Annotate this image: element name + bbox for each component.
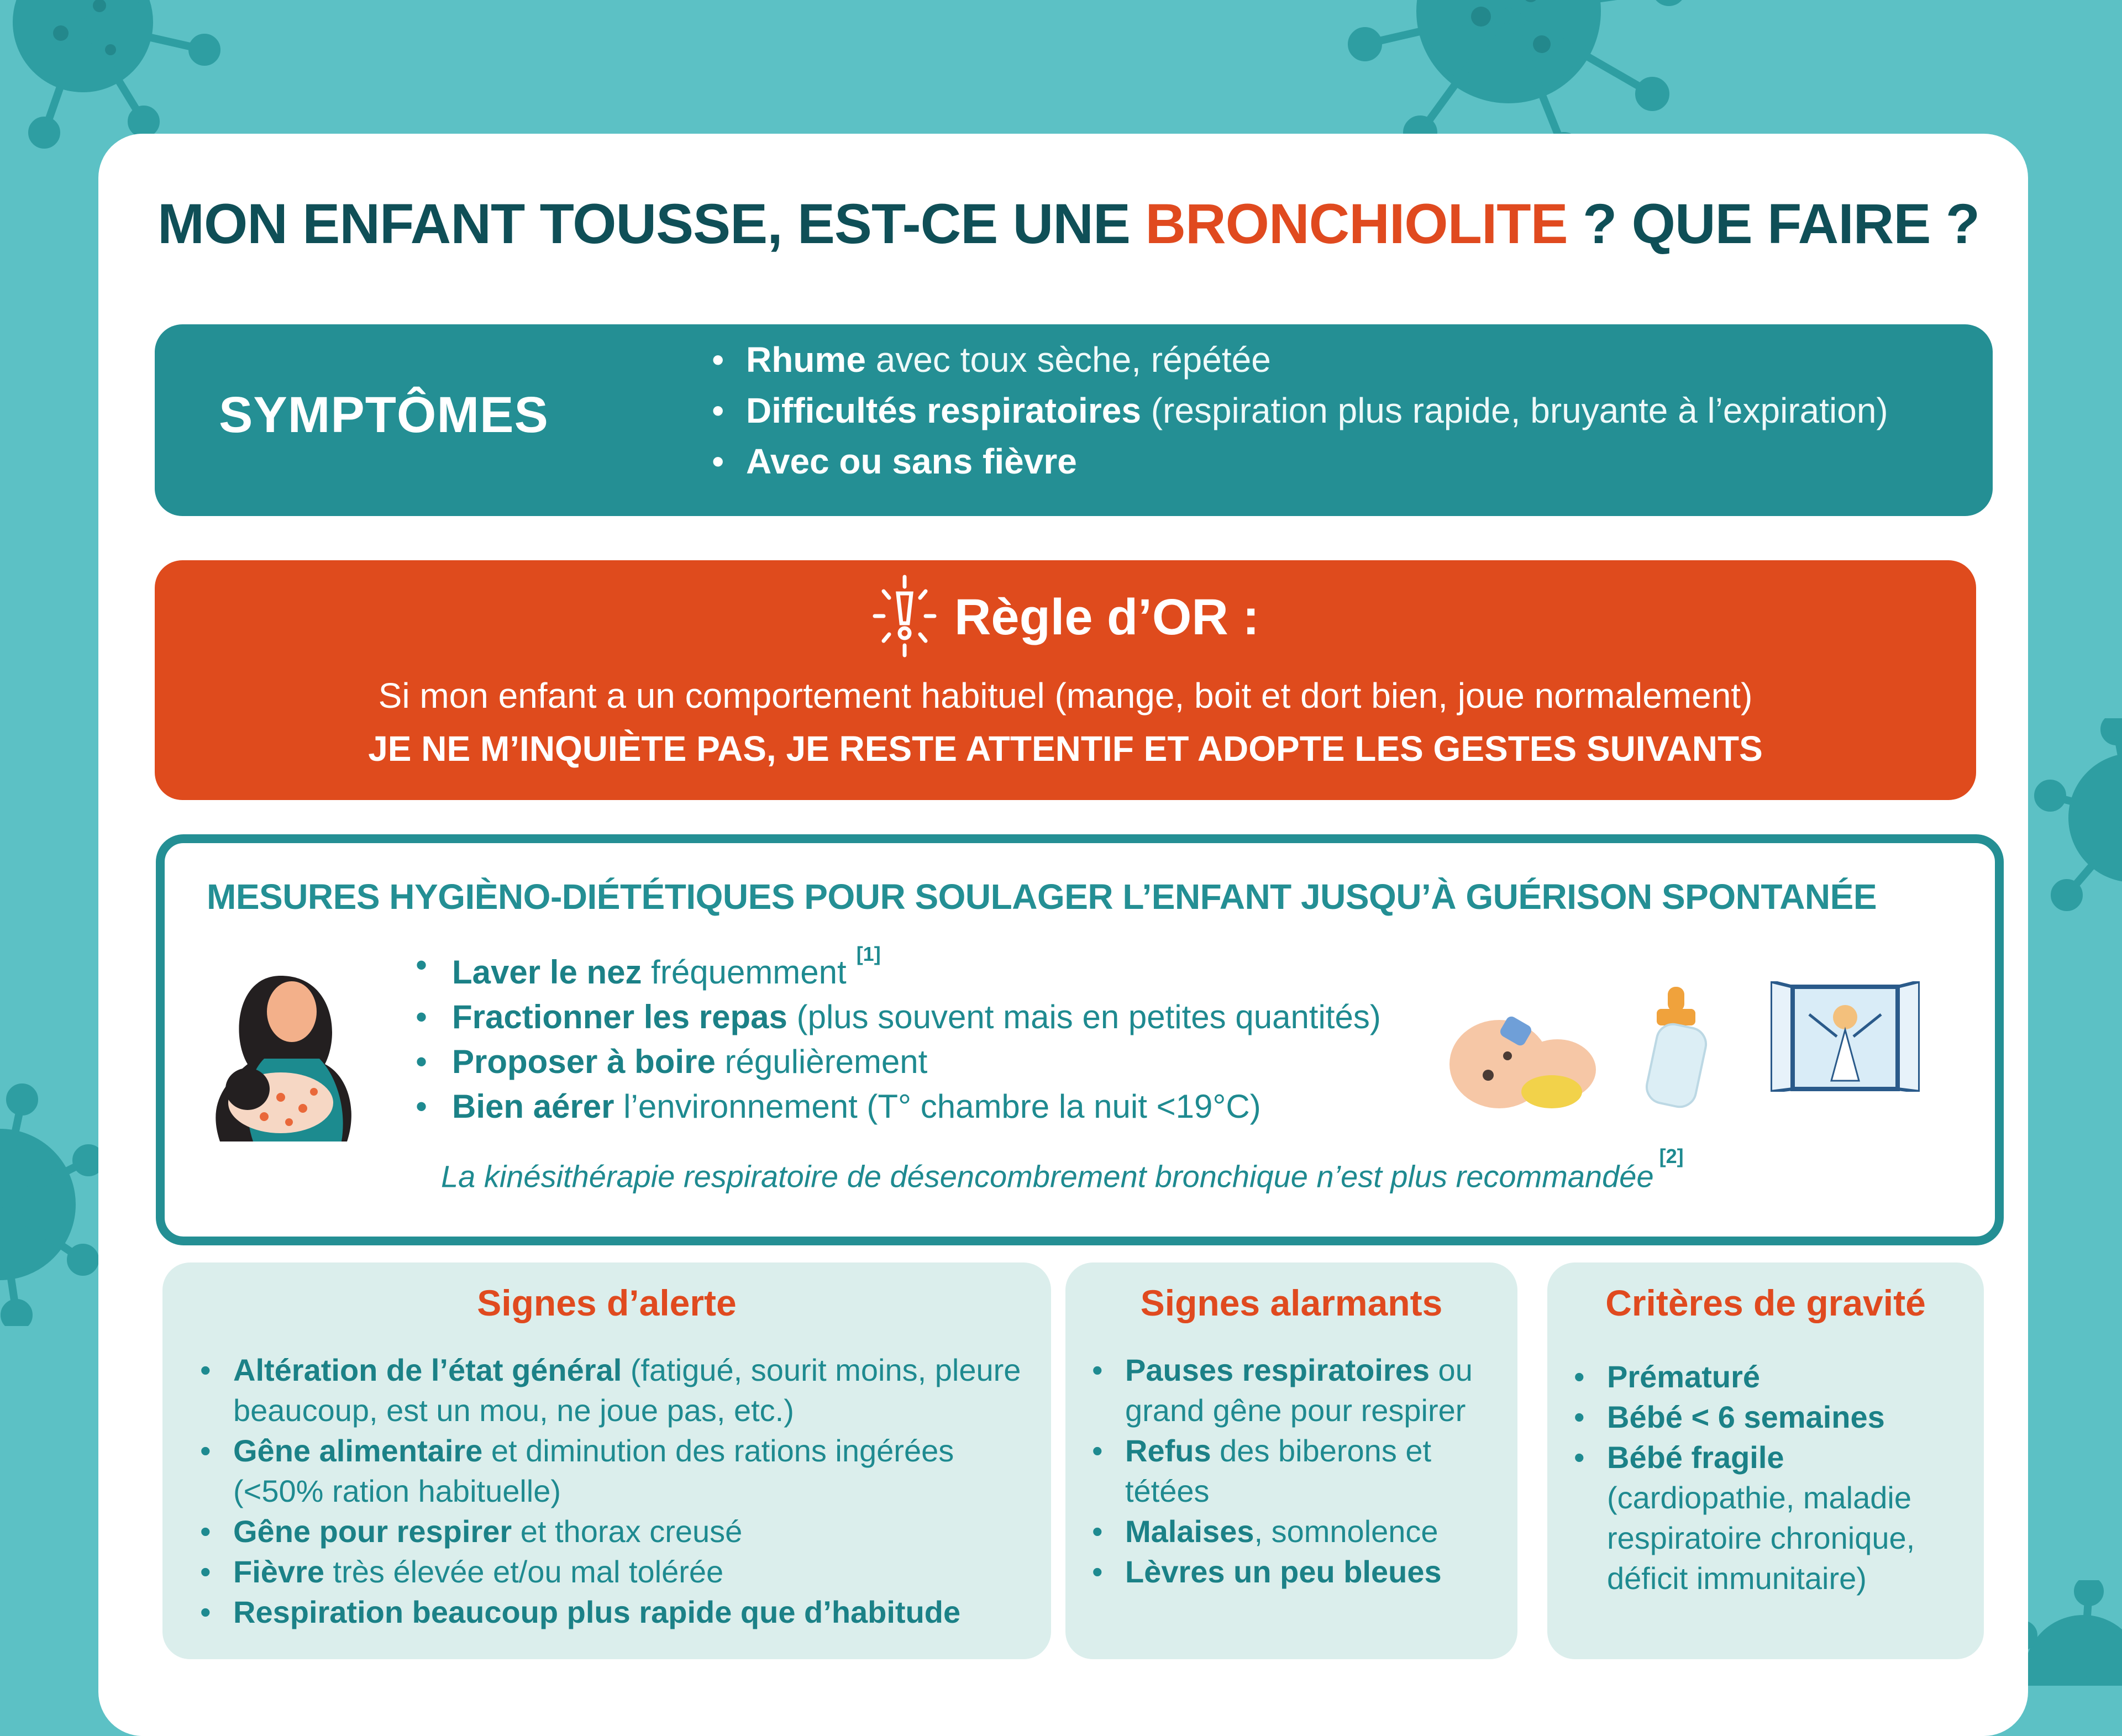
item-text: (cardiopathie, maladie respiratoire chronique, déficit immunitaire) [1607, 1480, 1915, 1596]
item-text: ou grand gêne pour respirer [1125, 1353, 1473, 1428]
reference-marker: [1] [856, 943, 881, 965]
item-bold: Respiration beaucoup plus rapide que d’habitude [233, 1595, 961, 1629]
item-bold: Fièvre [233, 1554, 324, 1589]
virus-icon [2034, 718, 2122, 917]
virus-icon [2011, 1580, 2122, 1686]
warning-exclamation-icon [871, 575, 938, 660]
severity-criteria-heading: Critères de gravité [1605, 1282, 1926, 1323]
item-text: avec toux sèche, répétée [865, 340, 1271, 380]
list-item [707, 334, 1888, 385]
item-bold: Lèvres un peu bleues [1125, 1554, 1442, 1589]
page-title [157, 191, 1981, 257]
list-item [707, 436, 1888, 487]
mother-baby-illustration [198, 965, 375, 1150]
item-bold: Gêne alimentaire [233, 1433, 483, 1468]
list-item [196, 1551, 1029, 1592]
measures-heading: MESURES HYGIÈNO-DIÉTÉTIQUES POUR SOULAGER L’ENFANT JUSQU’À GUÉRISON SPONTANÉE [207, 877, 1877, 917]
alert-signs-heading: Signes d’alerte [477, 1282, 737, 1323]
item-bold: Bien aérer [452, 1088, 614, 1125]
item-bold: Bébé fragile [1607, 1440, 1784, 1475]
item-bold: Fractionner les repas [452, 998, 787, 1035]
virus-icon [0, 0, 221, 149]
item-bold: Altération de l’état général [233, 1353, 622, 1387]
measures-note [441, 1145, 1684, 1195]
alarming-signs-list [1088, 1350, 1506, 1592]
golden-rule-heading: Règle d’OR : [954, 588, 1260, 645]
item-text: , somnolence [1254, 1514, 1438, 1549]
golden-rule-text: Si mon enfant a un comportement habituel (mange, boit et dort bien, joue normalement) [378, 676, 1753, 716]
list-item [1088, 1511, 1506, 1551]
golden-rule-header [155, 576, 1976, 659]
item-text: très élevée et/ou mal tolérée [324, 1554, 724, 1589]
list-item [408, 1039, 1381, 1084]
list-item [1088, 1430, 1506, 1511]
alert-signs-list [196, 1350, 1029, 1632]
list-item [196, 1592, 1029, 1632]
item-bold: Laver le nez [452, 954, 642, 991]
golden-rule-strong: JE NE M’INQUIÈTE PAS, JE RESTE ATTENTIF ET ADOPTE LES GESTES SUIVANTS [368, 729, 1763, 769]
baby-bottle-illustration [1635, 984, 1717, 1114]
item-text: des biberons et tétées [1125, 1433, 1432, 1508]
list-item [1569, 1397, 1973, 1437]
open-window-illustration [1771, 981, 1920, 1095]
item-text: (fatigué, sourit moins, pleure beaucoup, est un mou, ne joue pas, etc.) [233, 1353, 1021, 1428]
item-bold: Avec ou sans fièvre [746, 441, 1077, 481]
item-bold: Refus [1125, 1433, 1211, 1468]
symptoms-heading: SYMPTÔMES [219, 387, 549, 443]
golden-rule-panel [155, 560, 1976, 800]
alarming-signs-heading: Signes alarmants [1140, 1282, 1443, 1323]
list-item [408, 1084, 1381, 1129]
item-text: (plus souvent mais en petites quantités) [787, 998, 1381, 1035]
title-text-before: MON ENFANT TOUSSE, EST-CE UNE [157, 192, 1146, 255]
item-bold: Gêne pour respirer [233, 1514, 512, 1549]
note-text: La kinésithérapie respiratoire de désencombrement bronchique n’est plus recommandée [441, 1159, 1654, 1194]
measures-panel [156, 834, 2004, 1245]
item-text: régulièrement [715, 1043, 928, 1080]
item-bold: Rhume [746, 340, 866, 380]
item-text: l’environnement (T° chambre la nuit <19°C) [614, 1088, 1261, 1125]
item-bold: Difficultés respiratoires [746, 391, 1141, 430]
reference-marker: [2] [1659, 1145, 1684, 1167]
list-item [408, 943, 1381, 995]
item-text: fréquemment [642, 954, 847, 991]
list-item [1088, 1350, 1506, 1430]
item-bold: Prématuré [1607, 1359, 1761, 1394]
item-bold: Proposer à boire [452, 1043, 716, 1080]
list-item [196, 1430, 1029, 1511]
title-text-after: ? QUE FAIRE ? [1567, 192, 1980, 255]
list-item [1088, 1551, 1506, 1592]
alarming-signs-panel [1065, 1262, 1517, 1659]
severity-criteria-list [1569, 1356, 1973, 1598]
baby-nose-wash-illustration [1447, 1003, 1596, 1117]
virus-icon [0, 1083, 105, 1326]
item-bold: Bébé < 6 semaines [1607, 1400, 1885, 1434]
item-bold: Malaises [1125, 1514, 1254, 1549]
list-item [408, 995, 1381, 1039]
list-item [196, 1511, 1029, 1551]
severity-criteria-panel [1547, 1262, 1984, 1659]
list-item [1569, 1356, 1973, 1397]
item-text: (respiration plus rapide, bruyante à l’expiration) [1141, 391, 1888, 430]
symptoms-list [707, 334, 1888, 487]
item-text: et diminution des rations ingérées (<50% ration habituelle) [233, 1433, 954, 1508]
title-highlight: BRONCHIOLITE [1145, 192, 1568, 255]
list-item [1569, 1437, 1973, 1598]
item-text: et thorax creusé [512, 1514, 743, 1549]
list-item [707, 385, 1888, 436]
symptoms-panel [155, 324, 1993, 516]
measures-list [408, 943, 1381, 1129]
list-item [196, 1350, 1029, 1430]
alert-signs-panel [162, 1262, 1051, 1659]
item-bold: Pauses respiratoires [1125, 1353, 1430, 1387]
